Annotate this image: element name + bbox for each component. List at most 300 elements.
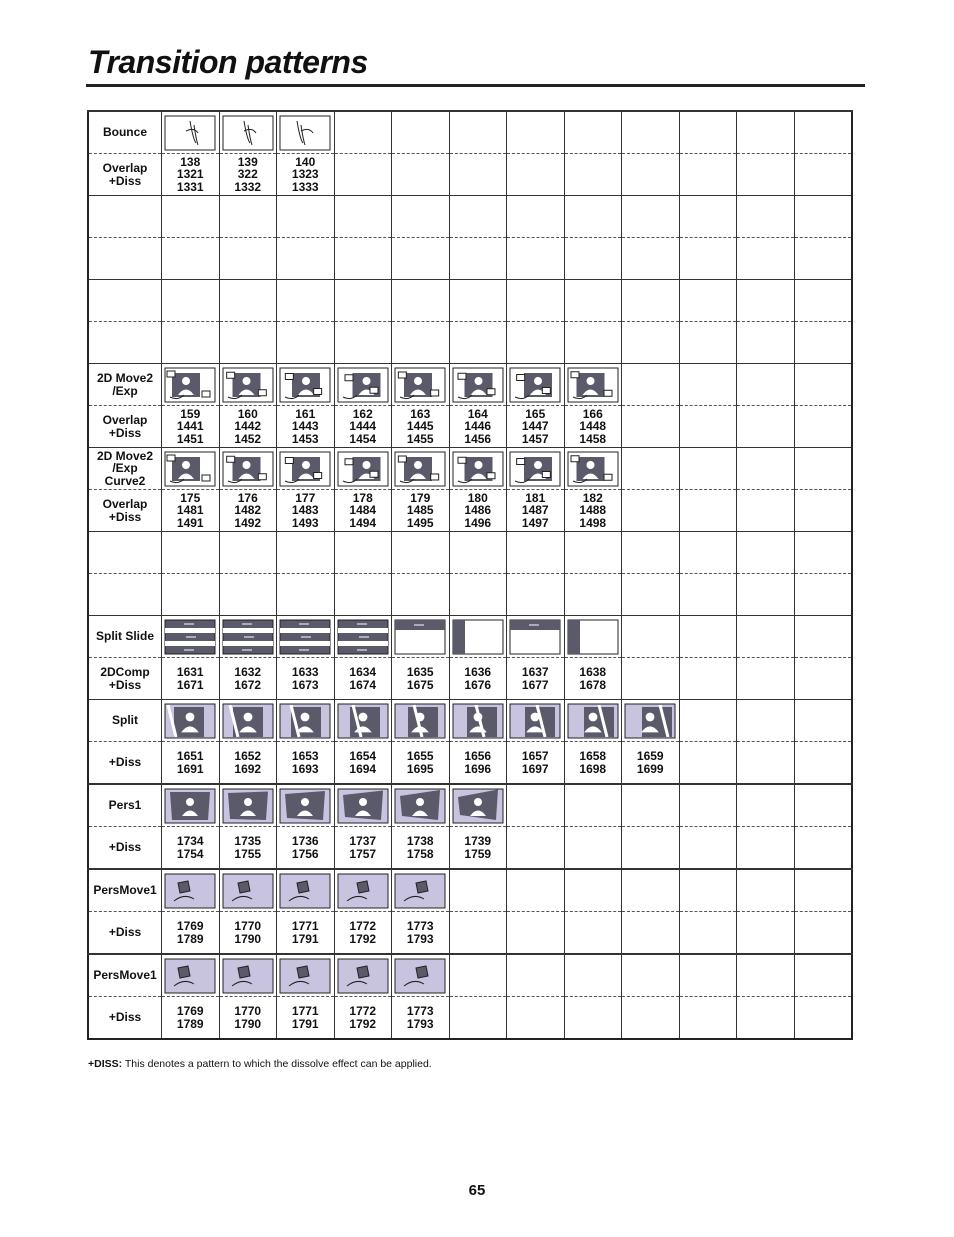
pattern-thumbnail-cell [162,364,220,406]
table-row [88,742,852,785]
pattern-thumbnail-cell [392,954,450,997]
pers-icon [452,788,504,824]
empty-cell [507,154,565,196]
pattern-thumbnail-cell [392,869,450,912]
pattern-number-cell: 1773 1793 [392,997,450,1040]
move-exp-icon [452,367,504,403]
row-label [88,196,162,238]
empty-cell [564,784,622,827]
empty-cell [737,280,795,322]
pattern-thumbnail-cell [507,448,565,490]
pattern-number-cell: 1772 1792 [334,912,392,955]
empty-cell [679,238,737,280]
empty-cell [507,280,565,322]
bounce-icon [279,115,331,151]
row-label: Overlap +Diss [88,154,162,196]
move-curve-icon [509,451,561,487]
empty-cell [622,912,680,955]
empty-cell [737,784,795,827]
empty-cell [392,532,450,574]
move-exp-icon [567,367,619,403]
empty-cell [622,280,680,322]
split-icon [394,703,446,739]
empty-cell [622,111,680,154]
empty-cell [679,196,737,238]
empty-cell [622,322,680,364]
pattern-thumbnail-cell [219,954,277,997]
row-label: +Diss [88,827,162,870]
table-row [88,490,852,532]
pattern-number-cell: 1772 1792 [334,997,392,1040]
pattern-number-cell: 1771 1791 [277,997,335,1040]
pattern-number-cell: 1638 1678 [564,658,622,700]
pattern-number-cell: 1633 1673 [277,658,335,700]
empty-cell [737,406,795,448]
empty-cell [794,997,852,1040]
pattern-number-cell: 166 1448 1458 [564,406,622,448]
pattern-number-cell: 163 1445 1455 [392,406,450,448]
empty-cell [564,997,622,1040]
table-row [88,448,852,490]
table-row [88,954,852,997]
empty-cell [392,154,450,196]
empty-cell [622,658,680,700]
pattern-thumbnail-cell [564,616,622,658]
row-label: Overlap +Diss [88,406,162,448]
row-label [88,574,162,616]
empty-cell [794,700,852,742]
empty-cell [219,280,277,322]
empty-cell [392,574,450,616]
pattern-thumbnail-cell [334,364,392,406]
split-icon [624,703,676,739]
pattern-thumbnail-cell [219,700,277,742]
empty-cell [679,700,737,742]
empty-cell [392,238,450,280]
empty-cell [679,490,737,532]
pattern-number-cell: 1773 1793 [392,912,450,955]
pattern-thumbnail-cell [162,616,220,658]
pers-icon [279,788,331,824]
split-slide-icon [509,619,561,655]
pattern-thumbnail-cell [449,784,507,827]
empty-cell [507,954,565,997]
pattern-number-cell: 162 1444 1454 [334,406,392,448]
empty-cell [334,154,392,196]
split-icon [509,703,561,739]
pers-move-icon [164,958,216,994]
split-icon [337,703,389,739]
empty-cell [277,196,335,238]
empty-cell [277,280,335,322]
empty-cell [564,322,622,364]
empty-cell [679,280,737,322]
empty-cell [219,238,277,280]
empty-cell [679,827,737,870]
empty-cell [449,532,507,574]
pattern-thumbnail-cell [162,700,220,742]
table-row [88,322,852,364]
pers-move-icon [279,873,331,909]
split-icon [452,703,504,739]
pattern-number-cell: 1735 1755 [219,827,277,870]
pattern-number-cell: 1634 1674 [334,658,392,700]
empty-cell [679,406,737,448]
pattern-thumbnail-cell [277,954,335,997]
empty-cell [449,997,507,1040]
move-curve-icon [337,451,389,487]
pattern-number-cell: 1734 1754 [162,827,220,870]
move-curve-icon [279,451,331,487]
pattern-number-cell: 159 1441 1451 [162,406,220,448]
pattern-number-cell: 164 1446 1456 [449,406,507,448]
empty-cell [507,784,565,827]
bounce-icon [222,115,274,151]
empty-cell [737,238,795,280]
page-number: 65 [468,1182,486,1199]
pattern-thumbnail-cell [277,869,335,912]
empty-cell [679,616,737,658]
empty-cell [679,154,737,196]
empty-cell [277,532,335,574]
row-label: Overlap +Diss [88,490,162,532]
empty-cell [679,784,737,827]
pattern-number-cell: 138 1321 1331 [162,154,220,196]
empty-cell [507,322,565,364]
footnote-text: This denotes a pattern to which the dissolve effect can be applied. [124,1058,432,1070]
empty-cell [564,154,622,196]
pers-move-icon [222,958,274,994]
pattern-thumbnail-cell [219,364,277,406]
pattern-number-cell: 1771 1791 [277,912,335,955]
pattern-thumbnail-cell [334,616,392,658]
empty-cell [507,827,565,870]
empty-cell [334,111,392,154]
pattern-thumbnail-cell [622,700,680,742]
pattern-thumbnail-cell [162,954,220,997]
pattern-number-cell: 176 1482 1492 [219,490,277,532]
empty-cell [507,532,565,574]
empty-cell [162,238,220,280]
empty-cell [737,954,795,997]
footnote [88,1058,432,1070]
pattern-number-cell: 178 1484 1494 [334,490,392,532]
empty-cell [794,827,852,870]
empty-cell [219,196,277,238]
pattern-number-cell: 1637 1677 [507,658,565,700]
table-row [88,364,852,406]
pattern-thumbnail-cell [334,448,392,490]
pattern-thumbnail-cell [334,954,392,997]
split-slide-icon [337,619,389,655]
table-row [88,154,852,196]
pattern-number-cell: 1636 1676 [449,658,507,700]
empty-cell [507,574,565,616]
empty-cell [564,196,622,238]
pattern-number-cell: 179 1485 1495 [392,490,450,532]
empty-cell [794,912,852,955]
empty-cell [622,954,680,997]
row-label [88,280,162,322]
empty-cell [564,827,622,870]
empty-cell [219,574,277,616]
empty-cell [622,196,680,238]
empty-cell [507,238,565,280]
empty-cell [622,784,680,827]
pattern-number-cell: 139 322 1332 [219,154,277,196]
pers-icon [222,788,274,824]
empty-cell [564,280,622,322]
pattern-thumbnail-cell [162,784,220,827]
table-row [88,784,852,827]
pattern-thumbnail-cell [507,364,565,406]
move-curve-icon [164,451,216,487]
empty-cell [794,954,852,997]
pattern-number-cell: 1651 1691 [162,742,220,785]
pattern-number-cell: 1631 1671 [162,658,220,700]
empty-cell [794,111,852,154]
pattern-thumbnail-cell [277,448,335,490]
move-exp-icon [279,367,331,403]
split-icon [222,703,274,739]
empty-cell [449,912,507,955]
row-label: +Diss [88,912,162,955]
empty-cell [737,448,795,490]
pers-move-icon [279,958,331,994]
empty-cell [794,364,852,406]
empty-cell [737,997,795,1040]
pattern-number-cell: 1738 1758 [392,827,450,870]
pattern-thumbnail-cell [564,448,622,490]
pattern-thumbnail-cell [219,616,277,658]
pattern-thumbnail-cell [277,364,335,406]
empty-cell [507,196,565,238]
empty-cell [737,364,795,406]
empty-cell [622,532,680,574]
empty-cell [794,742,852,785]
split-slide-icon [394,619,446,655]
split-slide-icon [279,619,331,655]
pattern-thumbnail-cell [392,616,450,658]
empty-cell [162,322,220,364]
pattern-thumbnail-cell [219,784,277,827]
empty-cell [449,280,507,322]
move-exp-icon [337,367,389,403]
empty-cell [737,154,795,196]
pers-icon [337,788,389,824]
table-row [88,111,852,154]
empty-cell [162,280,220,322]
empty-cell [737,700,795,742]
empty-cell [737,322,795,364]
pattern-number-cell: 1632 1672 [219,658,277,700]
empty-cell [794,448,852,490]
empty-cell [794,869,852,912]
empty-cell [622,869,680,912]
empty-cell [679,322,737,364]
empty-cell [507,912,565,955]
empty-cell [622,490,680,532]
table-row [88,280,852,322]
row-label: PersMove1 [88,869,162,912]
empty-cell [737,616,795,658]
empty-cell [622,616,680,658]
empty-cell [219,322,277,364]
empty-cell [449,954,507,997]
pattern-thumbnail-cell [507,616,565,658]
empty-cell [737,532,795,574]
table-row [88,196,852,238]
empty-cell [679,364,737,406]
move-curve-icon [394,451,446,487]
empty-cell [392,322,450,364]
pattern-number-cell: 177 1483 1493 [277,490,335,532]
split-slide-icon [222,619,274,655]
pattern-number-cell: 1739 1759 [449,827,507,870]
table-row [88,574,852,616]
empty-cell [794,322,852,364]
move-exp-icon [164,367,216,403]
pers-icon [394,788,446,824]
empty-cell [737,490,795,532]
empty-cell [737,869,795,912]
empty-cell [679,997,737,1040]
empty-cell [392,111,450,154]
move-exp-icon [509,367,561,403]
empty-cell [737,574,795,616]
row-label [88,238,162,280]
empty-cell [679,448,737,490]
empty-cell [334,574,392,616]
empty-cell [737,912,795,955]
move-exp-icon [222,367,274,403]
pattern-thumbnail-cell [564,364,622,406]
pattern-number-cell: 182 1488 1498 [564,490,622,532]
pattern-thumbnail-cell [162,448,220,490]
table-row [88,532,852,574]
empty-cell [794,490,852,532]
empty-cell [737,111,795,154]
empty-cell [564,532,622,574]
row-label: PersMove1 [88,954,162,997]
row-label: 2DComp +Diss [88,658,162,700]
empty-cell [449,196,507,238]
pattern-thumbnail-cell [162,869,220,912]
pers-move-icon [164,873,216,909]
split-slide-icon [452,619,504,655]
split-icon [279,703,331,739]
empty-cell [449,869,507,912]
empty-cell [737,196,795,238]
pattern-number-cell: 1653 1693 [277,742,335,785]
empty-cell [162,574,220,616]
empty-cell [507,869,565,912]
pattern-number-cell: 1658 1698 [564,742,622,785]
empty-cell [622,406,680,448]
empty-cell [392,280,450,322]
pers-move-icon [222,873,274,909]
pattern-thumbnail-cell [564,700,622,742]
pattern-thumbnail-cell [277,700,335,742]
table-row [88,827,852,870]
pattern-number-cell: 181 1487 1497 [507,490,565,532]
empty-cell [277,322,335,364]
empty-cell [277,238,335,280]
row-label: 2D Move2 /Exp Curve2 [88,448,162,490]
pattern-thumbnail-cell [449,364,507,406]
pattern-thumbnail-cell [392,364,450,406]
empty-cell [334,280,392,322]
move-curve-icon [567,451,619,487]
empty-cell [794,196,852,238]
empty-cell [219,532,277,574]
empty-cell [334,238,392,280]
empty-cell [449,322,507,364]
footnote-term: +DISS: [88,1058,123,1070]
empty-cell [162,196,220,238]
row-label [88,322,162,364]
transition-pattern-table [87,110,853,1040]
empty-cell [449,574,507,616]
empty-cell [449,154,507,196]
pattern-number-cell: 1655 1695 [392,742,450,785]
pattern-number-cell: 1770 1790 [219,997,277,1040]
table-row [88,997,852,1040]
empty-cell [794,280,852,322]
empty-cell [334,532,392,574]
move-curve-icon [452,451,504,487]
empty-cell [622,827,680,870]
page-title: Transition patterns [88,44,368,80]
empty-cell [564,574,622,616]
pattern-number-cell: 1656 1696 [449,742,507,785]
empty-cell [794,532,852,574]
empty-cell [392,196,450,238]
pattern-thumbnail-cell [392,448,450,490]
table-row [88,616,852,658]
pattern-number-cell: 1652 1692 [219,742,277,785]
pattern-thumbnail-cell [449,616,507,658]
pattern-thumbnail-cell [334,700,392,742]
empty-cell [679,954,737,997]
pattern-thumbnail-cell [392,700,450,742]
row-label [88,532,162,574]
pattern-thumbnail-cell [277,784,335,827]
pattern-thumbnail-cell [334,869,392,912]
empty-cell [334,322,392,364]
empty-cell [449,238,507,280]
pers-move-icon [394,873,446,909]
empty-cell [794,406,852,448]
empty-cell [622,364,680,406]
pattern-thumbnail-cell [277,616,335,658]
split-slide-icon [567,619,619,655]
table-row [88,912,852,955]
row-label: +Diss [88,997,162,1040]
row-label: Bounce [88,111,162,154]
row-label: Split Slide [88,616,162,658]
pattern-number-cell: 1659 1699 [622,742,680,785]
row-label: Pers1 [88,784,162,827]
empty-cell [622,448,680,490]
pattern-thumbnail-cell [219,869,277,912]
empty-cell [679,532,737,574]
empty-cell [564,912,622,955]
empty-cell [794,784,852,827]
pattern-thumbnail-cell [219,448,277,490]
pattern-number-cell: 1635 1675 [392,658,450,700]
pers-move-icon [394,958,446,994]
